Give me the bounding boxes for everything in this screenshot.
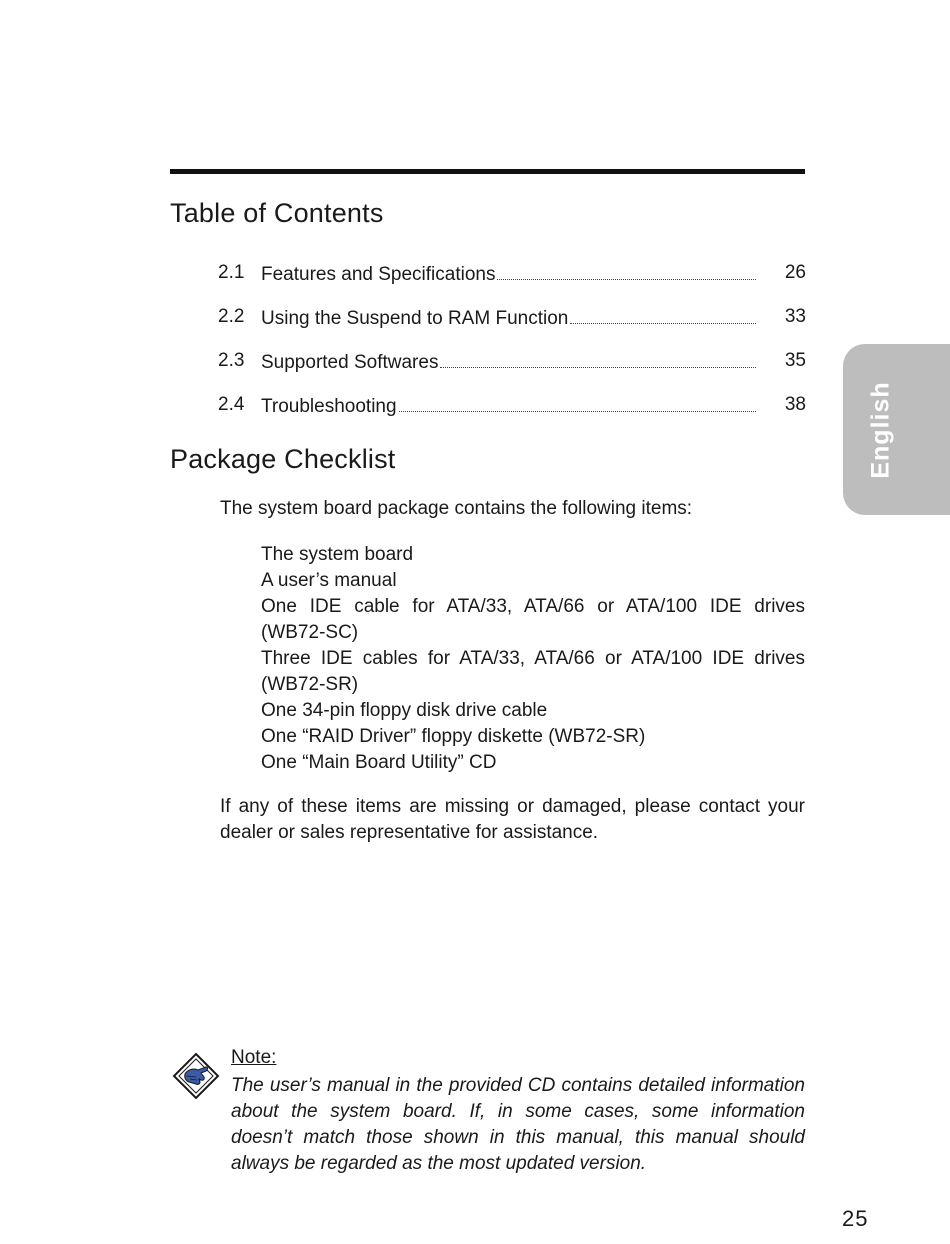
toc-title: Table of Contents: [170, 198, 384, 228]
note-pointing-hand-icon: [172, 1052, 220, 1100]
toc-entry-number: 2.2: [218, 306, 245, 327]
toc-leader-dots: [497, 262, 756, 280]
language-side-tab[interactable]: [843, 344, 950, 515]
toc-entry[interactable]: [218, 306, 806, 332]
list-item: One IDE cable for ATA/33, ATA/66 or ATA/100 IDE drives (WB72-SC): [261, 596, 805, 643]
list-item: The system board: [261, 544, 414, 565]
package-intro: The system board package contains the following items:: [220, 498, 693, 519]
language-tab-label: English: [866, 381, 895, 479]
list-item: A user’s manual: [261, 570, 397, 591]
toc-entry-number: 2.1: [218, 262, 245, 283]
package-item-list: [261, 542, 805, 776]
toc-entry-text: Troubleshooting: [261, 396, 397, 417]
list-item: One “RAID Driver” floppy diskette (WB72-SR): [261, 726, 646, 747]
top-rule: [170, 169, 805, 174]
toc-entry[interactable]: [218, 394, 806, 420]
list-item: One “Main Board Utility” CD: [261, 752, 497, 773]
toc-entry-text: Features and Specifications: [261, 264, 496, 285]
toc-entry[interactable]: [218, 350, 806, 376]
toc-entry-page: 26: [784, 262, 806, 283]
toc-entry-number: 2.3: [218, 350, 245, 371]
package-checklist-title: Package Checklist: [170, 444, 396, 474]
toc-entry-text: Using the Suspend to RAM Function: [261, 308, 569, 329]
toc-leader-dots: [440, 350, 756, 368]
package-closing-text: If any of these items are missing or damaged, please contact your dealer or sales representative for assistance.: [220, 796, 805, 843]
list-item: One 34-pin floppy disk drive cable: [261, 700, 548, 721]
toc-entry-text: Supported Softwares: [261, 352, 439, 373]
page-number: 25: [842, 1206, 869, 1231]
toc-entry[interactable]: [218, 262, 806, 288]
toc-entry-page: 38: [784, 394, 806, 415]
list-item: Three IDE cables for ATA/33, ATA/66 or ATA/100 IDE drives (WB72-SR): [261, 648, 805, 695]
toc-leader-dots: [399, 394, 756, 412]
toc-leader-dots: [570, 306, 756, 324]
toc-entry-page: 35: [784, 350, 806, 371]
note-body: The user’s manual in the provided CD contains detailed information about the system board. If, in some cases, some information doesn’t match those shown in this manual, this manual should always be regarded as the most updated version.: [231, 1075, 805, 1174]
toc-entry-number: 2.4: [218, 394, 245, 415]
toc-entry-page: 33: [784, 306, 806, 327]
note-heading: Note:: [231, 1047, 277, 1068]
